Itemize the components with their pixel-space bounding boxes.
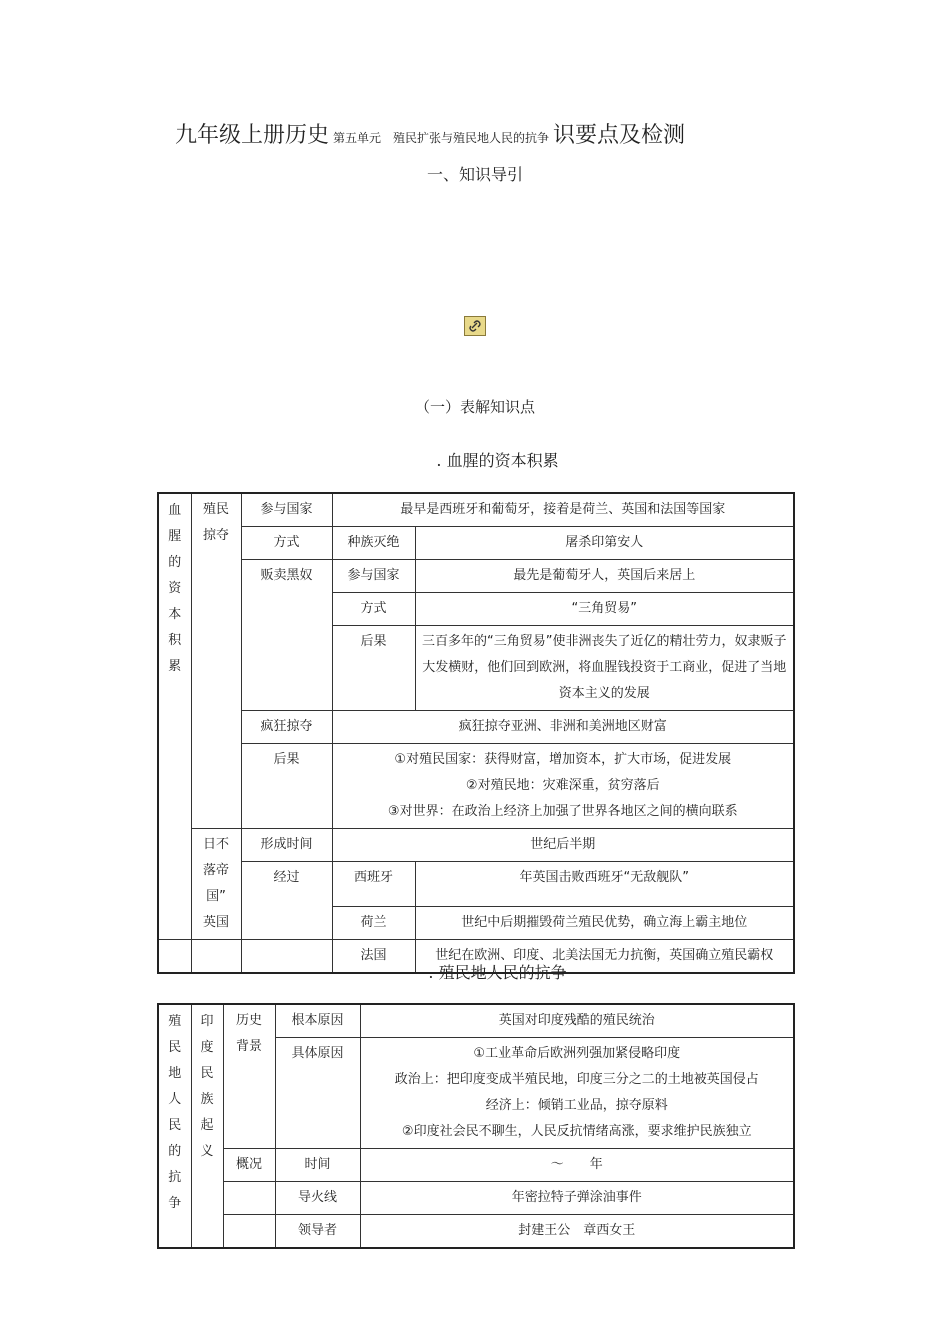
- consequence-value: ①对殖民国家：获得财富，增加资本，扩大市场，促进发展 ②对殖民地：灾难深重，贫穷落后 ③对世界：在政治上经济上加强了世界各地区之间的横向联系: [332, 744, 794, 829]
- participants-value: 最早是西班牙和葡萄牙，接着是荷兰、英国和法国等国家: [332, 493, 794, 527]
- embedded-object-icon[interactable]: [464, 316, 486, 336]
- colonial-resistance-table: [157, 1003, 795, 1249]
- genocide-label: 种族灭绝: [332, 527, 415, 560]
- fuse-value: 年密拉特子弹涂油事件: [360, 1182, 794, 1215]
- capital-accumulation-table: [157, 492, 795, 974]
- fuse-label: 导火线: [275, 1182, 360, 1215]
- spain-label: 西班牙: [332, 862, 415, 907]
- table2-heading: . 殖民地人民的抗争: [428, 963, 567, 982]
- overview-label: 概况: [223, 1149, 275, 1182]
- india-uprising-label: 印 度 民 族 起 义: [191, 1004, 223, 1248]
- background-label: 历史 背景: [223, 1004, 275, 1149]
- slave-result-value: 三百多年的“三角贸易”使非洲丧失了近亿的精壮劳力，奴隶贩子大发横财，他们回到欧洲，将血腥钱投资于工商业，促进了当地资本主义的发展: [415, 626, 794, 711]
- participants-label: 参与国家: [241, 493, 332, 527]
- page-title: [0, 118, 860, 149]
- process-label: 经过: [241, 862, 332, 940]
- genocide-value: 屠杀印第安人: [415, 527, 794, 560]
- slave-method-label: 方式: [332, 593, 415, 626]
- consequence-label: 后果: [241, 744, 332, 829]
- leader-label: 领导者: [275, 1215, 360, 1249]
- dutch-value: 世纪中后期摧毁荷兰殖民优势，确立海上霸主地位: [415, 907, 794, 940]
- formation-time-value: 世纪后半期: [332, 829, 794, 862]
- slave-trade-label: 贩卖黑奴: [241, 560, 332, 711]
- france-value: 世纪在欧洲、印度、北美法国无力抗衡，英国确立殖民霸权: [415, 940, 794, 974]
- plunder-label: 疯狂掠夺: [241, 711, 332, 744]
- leader-value: 封建王公 章西女王: [360, 1215, 794, 1249]
- root-cause-label: 根本原因: [275, 1004, 360, 1038]
- title-main-left: 九年级上册历史: [174, 123, 329, 148]
- table1-heading: . 血腥的资本积累: [436, 451, 559, 470]
- spain-value: 年英国击败西班牙“无敌舰队”: [415, 862, 794, 907]
- plunder-value: 疯狂掠夺亚洲、非洲和美洲地区财富: [332, 711, 794, 744]
- slave-method-value: “三角贸易”: [415, 593, 794, 626]
- colonial-plunder-label: 殖民 掠夺: [191, 493, 241, 829]
- title-main-right: 识要点及检测: [553, 123, 686, 148]
- method-label: 方式: [241, 527, 332, 560]
- specific-cause-value: ①工业革命后欧洲列强加紧侵略印度 政治上：把印度变成半殖民地，印度三分之二的土地被英国侵占 经济上：倾销工业品，掠夺原料 ②印度社会民不聊生，人民反抗情绪高涨，要求维护民族独立: [360, 1038, 794, 1149]
- root-cause-value: 英国对印度残酷的殖民统治: [360, 1004, 794, 1038]
- time-value: ～ 年: [360, 1149, 794, 1182]
- british-empire-label: 日不 落帝 国” 英国: [191, 829, 241, 940]
- france-label: 法国: [332, 940, 415, 974]
- title-unit: 第五单元 殖民扩张与殖民地人民的抗争: [332, 131, 549, 145]
- subtitle: 一、知识导引: [426, 165, 523, 184]
- section-title: （一）表解知识点: [414, 398, 535, 416]
- slave-participants-label: 参与国家: [332, 560, 415, 593]
- time-label: 时间: [275, 1149, 360, 1182]
- row-label-resistance: 殖 民 地 人 民 的 抗 争: [158, 1004, 191, 1248]
- dutch-label: 荷兰: [332, 907, 415, 940]
- slave-participants-value: 最先是葡萄牙人，英国后来居上: [415, 560, 794, 593]
- specific-cause-label: 具体原因: [275, 1038, 360, 1149]
- formation-time-label: 形成时间: [241, 829, 332, 862]
- link-icon: [468, 319, 482, 333]
- row-label-blood-capital: 血 腥 的 资 本 积 累: [158, 493, 191, 940]
- slave-result-label: 后果: [332, 626, 415, 711]
